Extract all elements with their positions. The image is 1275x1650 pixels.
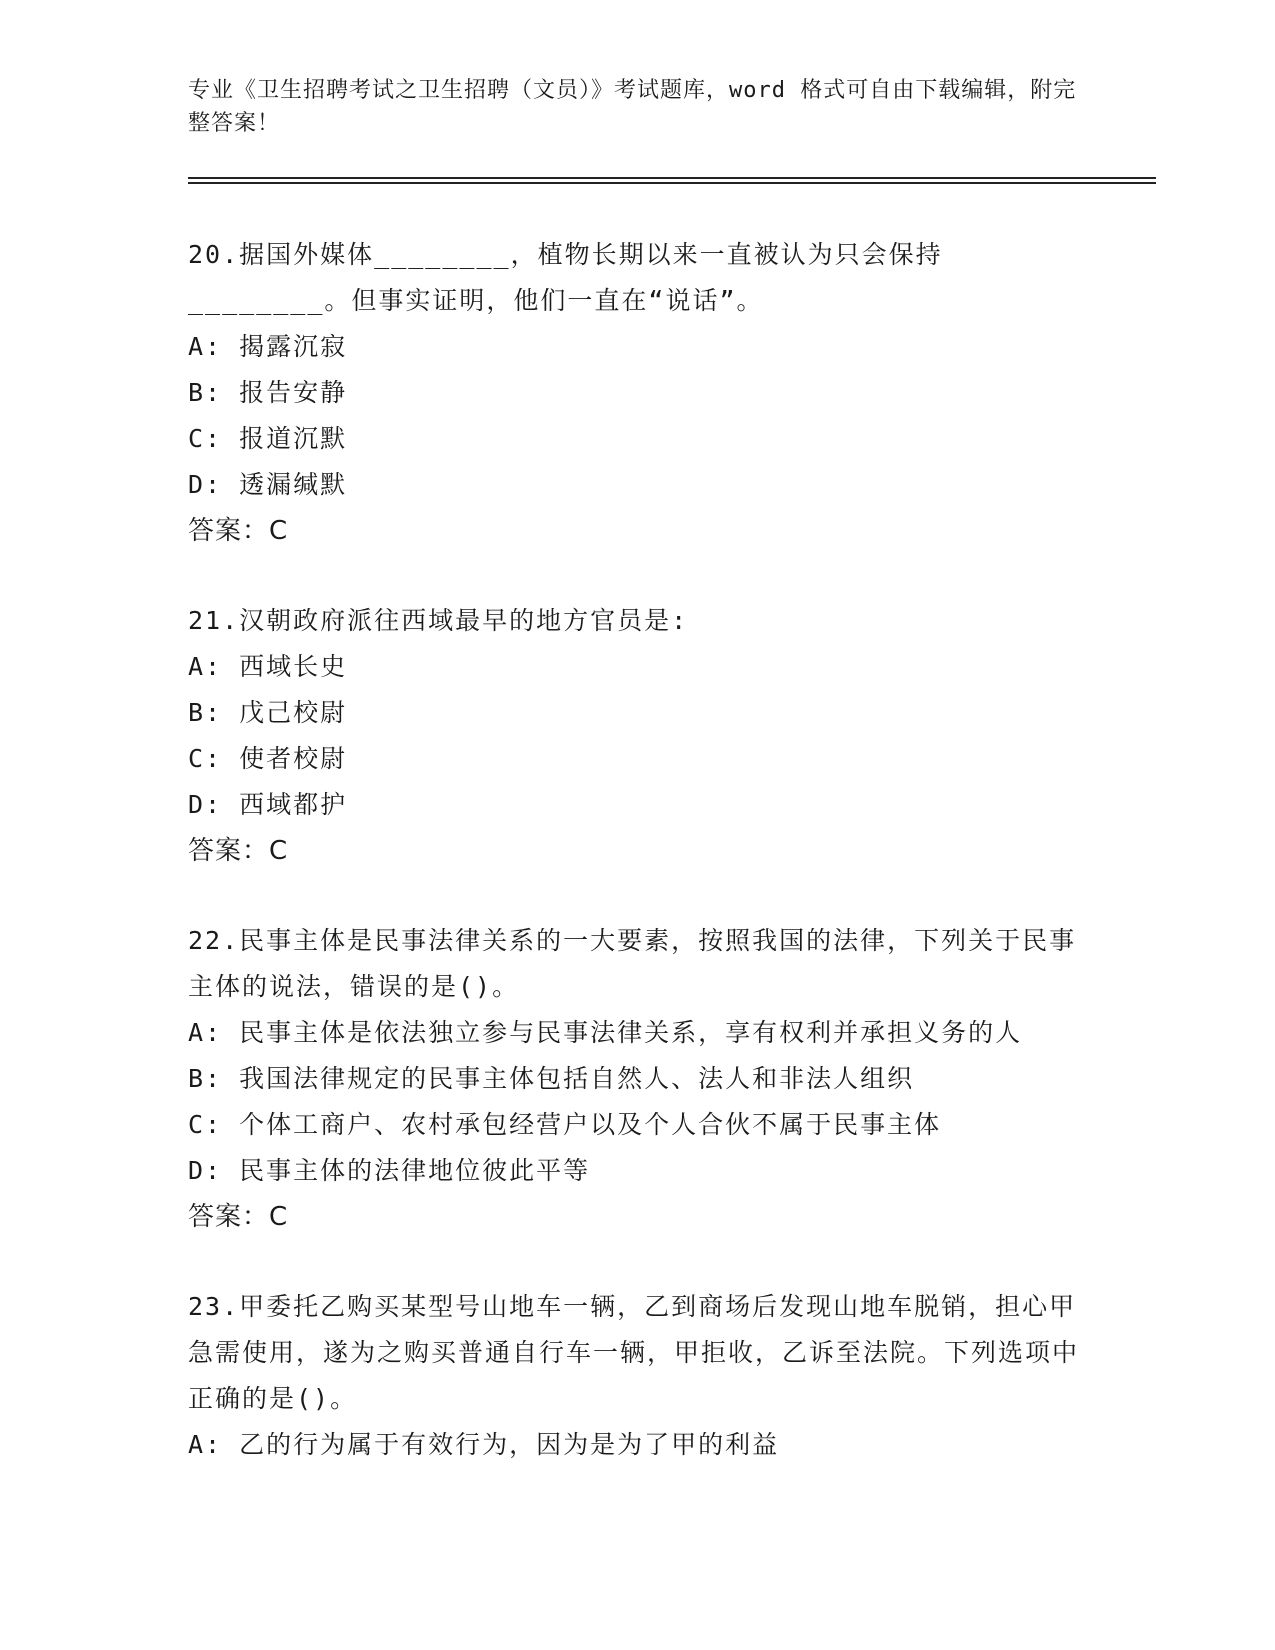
answer-line: 答案：C <box>188 516 289 546</box>
answer-line: 答案：C <box>188 1202 289 1232</box>
option-b: B: 戊己校尉 <box>188 698 348 727</box>
option-a: A: 民事主体是依法独立参与民事法律关系，享有权利并承担义务的人 <box>188 1018 1023 1047</box>
option-c: C: 个体工商户、农村承包经营户以及个人合伙不属于民事主体 <box>188 1110 942 1139</box>
question-stem: 22.民事主体是民事法律关系的一大要素，按照我国的法律，下列关于民事主体的说法，错误的是()。 <box>188 926 1077 1001</box>
header-text: 专业《卫生招聘考试之卫生招聘（文员）》考试题库，word 格式可自由下载编辑，附完整答案！ <box>188 78 1077 136</box>
question-stem: 20.据国外媒体________，植物长期以来一直被认为只会保持________。但事实证明，他们一直在“说话”。 <box>188 240 943 315</box>
question-21 <box>188 598 1088 874</box>
question-22 <box>188 918 1088 1240</box>
option-a: A: 西域长史 <box>188 652 348 681</box>
option-b: B: 我国法律规定的民事主体包括自然人、法人和非法人组织 <box>188 1064 915 1093</box>
option-d: D: 透漏缄默 <box>188 470 348 499</box>
option-c: C: 报道沉默 <box>188 424 348 453</box>
question-23 <box>188 1284 1088 1468</box>
option-c: C: 使者校尉 <box>188 744 348 773</box>
document-header <box>188 74 1088 140</box>
option-a: A: 乙的行为属于有效行为，因为是为了甲的利益 <box>188 1430 780 1459</box>
question-stem: 23.甲委托乙购买某型号山地车一辆，乙到商场后发现山地车脱销，担心甲急需使用，遂为之购买普通自行车一辆，甲拒收，乙诉至法院。下列选项中正确的是()。 <box>188 1292 1080 1413</box>
question-stem: 21.汉朝政府派往西域最早的地方官员是: <box>188 606 689 635</box>
header-divider-top <box>188 177 1156 179</box>
option-d: D: 西域都护 <box>188 790 348 819</box>
question-20 <box>188 232 1088 554</box>
question-list <box>188 232 1088 1512</box>
option-b: B: 报告安静 <box>188 378 348 407</box>
header-divider-bottom <box>188 182 1156 184</box>
answer-line: 答案：C <box>188 836 289 866</box>
option-a: A: 揭露沉寂 <box>188 332 348 361</box>
option-d: D: 民事主体的法律地位彼此平等 <box>188 1156 591 1185</box>
